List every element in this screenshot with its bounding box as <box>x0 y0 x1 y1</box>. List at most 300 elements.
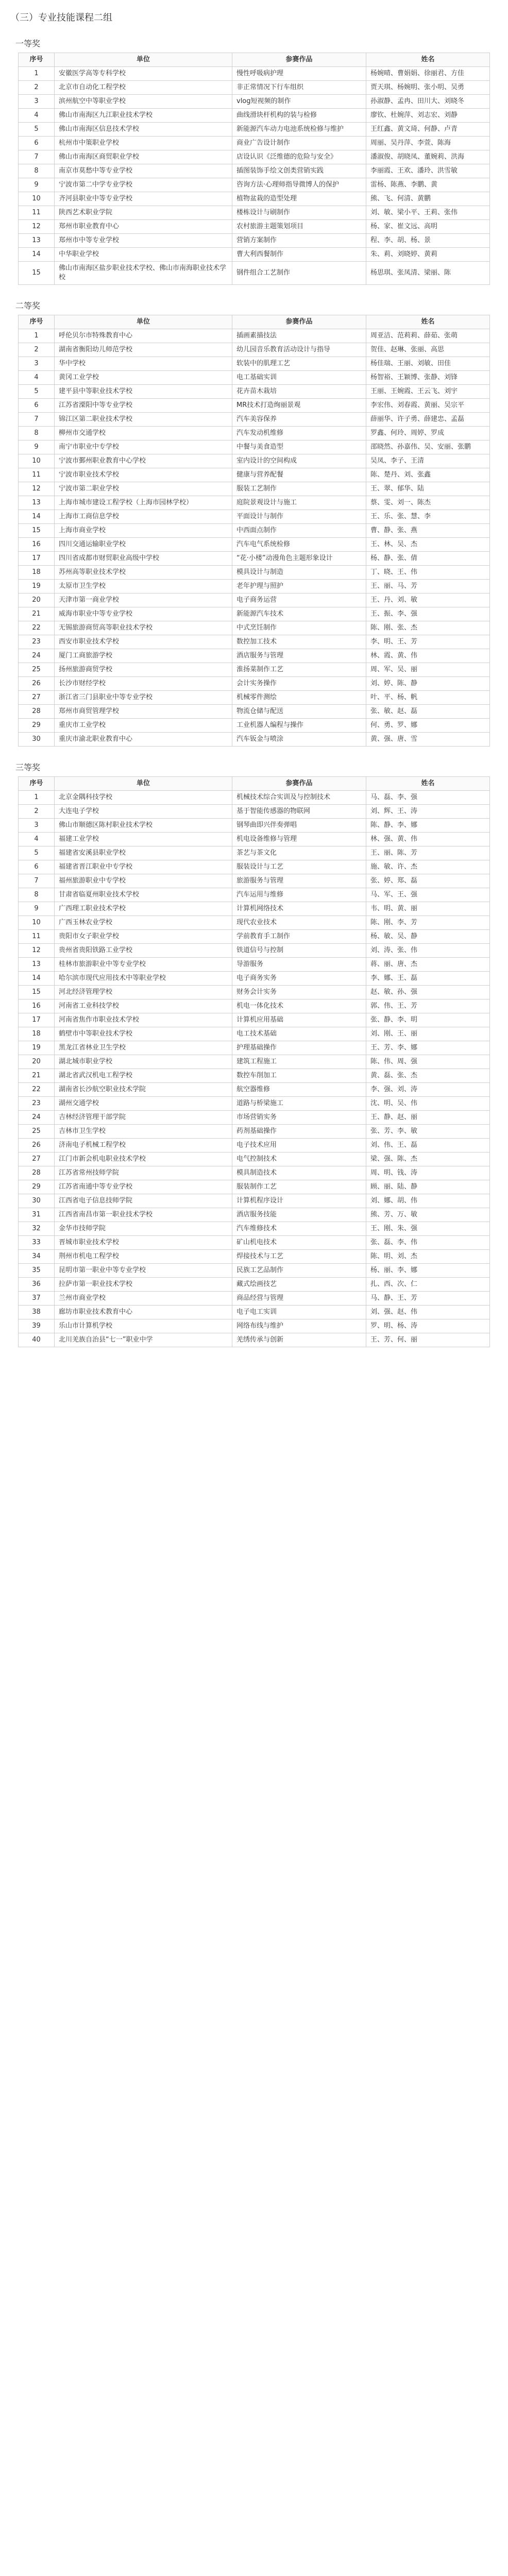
row-index: 9 <box>19 902 55 916</box>
table-row <box>19 1153 490 1166</box>
row-names: 杨、家、崔文远、高明 <box>366 220 490 234</box>
table-row <box>19 371 490 385</box>
row-work: 计算机网络技术 <box>232 902 366 916</box>
table-row <box>19 538 490 552</box>
row-index: 13 <box>19 496 55 510</box>
row-unit: 佛山市顺德区陈村职业技术学校 <box>55 819 232 833</box>
row-index: 15 <box>19 524 55 538</box>
row-work: 农村旅游主题策划项目 <box>232 220 366 234</box>
row-work: 机械零件测绘 <box>232 691 366 705</box>
row-names: 蒋、丽、唐、杰 <box>366 958 490 972</box>
row-index: 14 <box>19 510 55 524</box>
row-unit: 江西省电子信息技师学院 <box>55 1194 232 1208</box>
row-names: 郭、伟、王、芳 <box>366 999 490 1013</box>
row-index: 6 <box>19 399 55 413</box>
row-work: 机电一体化技术 <box>232 999 366 1013</box>
row-index: 2 <box>19 81 55 95</box>
header-names: 姓名 <box>366 777 490 791</box>
row-names: 孙淑静、孟冉、田川大、刘晓冬 <box>366 95 490 109</box>
row-names: 刘、辉、王、涛 <box>366 805 490 819</box>
row-work: 基于智能传感器的物联网 <box>232 805 366 819</box>
table-row <box>19 67 490 81</box>
row-work: 服装设计与工艺 <box>232 860 366 874</box>
row-names: 王、翠、郁华、陆 <box>366 482 490 496</box>
row-names: 吴凤、李子、王清 <box>366 454 490 468</box>
row-names: 朱、莉、刘晓婷、黄莉 <box>366 248 490 262</box>
row-unit: 长沙市财经学校 <box>55 677 232 691</box>
row-unit: 湖南省衡阳幼儿师范学校 <box>55 343 232 357</box>
row-index: 28 <box>19 1166 55 1180</box>
row-names: 刘、敏、梁小平、王莉、张伟 <box>366 206 490 220</box>
row-names: 李丽霞、王欢、潘玲、洪雪敏 <box>366 164 490 178</box>
row-work: 非正常情况下行车组织 <box>232 81 366 95</box>
row-unit: 重庆市渝北职业教育中心 <box>55 733 232 747</box>
row-names: 贺佳、赵琳、张丽、高思 <box>366 343 490 357</box>
row-names: 潘淑俊、胡晓凤、董婉莉、洪海 <box>366 150 490 164</box>
row-names: 李、娜、王、磊 <box>366 972 490 986</box>
row-work: 机械技术综合实训及与控制技术 <box>232 791 366 805</box>
table-row <box>19 930 490 944</box>
row-unit: 齐河县职业中等专业学校 <box>55 192 232 206</box>
table-row <box>19 343 490 357</box>
row-unit: 江西省南昌市第一职业技术学校 <box>55 1208 232 1222</box>
row-index: 26 <box>19 1139 55 1153</box>
row-unit: 郑州市中等专业学校 <box>55 234 232 248</box>
row-unit: 鹤壁市中等职业技术学校 <box>55 1027 232 1041</box>
row-unit: 河南省焦作市职业技术学校 <box>55 1013 232 1027</box>
row-work: 电子商务实务 <box>232 972 366 986</box>
row-names: 杨、丽、李、娜 <box>366 1264 490 1278</box>
row-unit: 浙江省三门县职业中等专业学校 <box>55 691 232 705</box>
row-work: 植物盆栽的造型处理 <box>232 192 366 206</box>
row-unit: 江苏省溧阳中等专业学校 <box>55 399 232 413</box>
table-row <box>19 1319 490 1333</box>
row-work: 药剂基础操作 <box>232 1125 366 1139</box>
table-row <box>19 440 490 454</box>
row-index: 1 <box>19 67 55 81</box>
row-unit: 郑州市职业教育中心 <box>55 220 232 234</box>
row-work: vlog短视频的制作 <box>232 95 366 109</box>
row-work: 服装制作工艺 <box>232 1180 366 1194</box>
row-names: 赵、敏、孙、强 <box>366 986 490 999</box>
table-row <box>19 220 490 234</box>
table-header-row <box>19 53 490 67</box>
row-names: 王、丽、陈、芳 <box>366 846 490 860</box>
row-unit: 佛山市南海区九江职业技术学校 <box>55 109 232 123</box>
table-row <box>19 109 490 123</box>
row-work: 钢件组合工艺制作 <box>232 262 366 285</box>
table-row <box>19 677 490 691</box>
row-names: 王、芳、何、丽 <box>366 1333 490 1347</box>
row-index: 15 <box>19 986 55 999</box>
row-work: 建筑工程施工 <box>232 1055 366 1069</box>
row-index: 27 <box>19 1153 55 1166</box>
row-work: 汽车美容保养 <box>232 413 366 427</box>
row-work: 电子商务运营 <box>232 594 366 607</box>
row-work: 计算机应用基础 <box>232 1013 366 1027</box>
row-unit: 金华市技师学院 <box>55 1222 232 1236</box>
row-unit: 湖州交通学校 <box>55 1097 232 1111</box>
row-index: 36 <box>19 1278 55 1292</box>
row-unit: 荆州市机电工程学校 <box>55 1250 232 1264</box>
row-index: 4 <box>19 109 55 123</box>
table-row <box>19 705 490 719</box>
row-index: 18 <box>19 1027 55 1041</box>
row-index: 23 <box>19 1097 55 1111</box>
award-table <box>18 776 490 1347</box>
row-names: 李、明、王、芳 <box>366 635 490 649</box>
row-names: 林、强、黄、伟 <box>366 833 490 846</box>
row-work: 茶艺与茶文化 <box>232 846 366 860</box>
table-header-row <box>19 315 490 329</box>
row-names: 王丽、王婉霞、王云飞、刘宇 <box>366 385 490 399</box>
row-names: 杨佳瑞、王丽、刘敏、田佳 <box>366 357 490 371</box>
row-names: 陈、伟、周、强 <box>366 1055 490 1069</box>
row-work: 护理基础操作 <box>232 1041 366 1055</box>
table-row <box>19 580 490 594</box>
row-index: 29 <box>19 719 55 733</box>
row-index: 19 <box>19 1041 55 1055</box>
row-names: 王、乐、张、慧、李 <box>366 510 490 524</box>
award-table <box>18 53 490 285</box>
row-work: 工业机器人编程与操作 <box>232 719 366 733</box>
row-work: 会计实务操作 <box>232 677 366 691</box>
table-row <box>19 1292 490 1306</box>
row-names: 顾、丽、陆、静 <box>366 1180 490 1194</box>
row-names: 马、静、王、芳 <box>366 1292 490 1306</box>
row-unit: 黑龙江省林业卫生学校 <box>55 1041 232 1055</box>
row-unit: 江苏省常州技师学院 <box>55 1166 232 1180</box>
row-names: 陈、明、刘、杰 <box>366 1250 490 1264</box>
header-names: 姓名 <box>366 53 490 67</box>
row-names: 周、军、吴、丽 <box>366 663 490 677</box>
row-unit: 北川羌族自治县“七一”职业中学 <box>55 1333 232 1347</box>
row-work: 插图装饰手绘文创类营销实践 <box>232 164 366 178</box>
row-names: 杨思琪、张凤清、梁丽、陈 <box>366 262 490 285</box>
row-work: 淮扬菜制作工艺 <box>232 663 366 677</box>
row-unit: 广西理工职业技术学校 <box>55 902 232 916</box>
table-row <box>19 329 490 343</box>
row-unit: 扬州旅游商贸学校 <box>55 663 232 677</box>
row-names: 沈、明、吴、伟 <box>366 1097 490 1111</box>
table-row <box>19 566 490 580</box>
table-row <box>19 482 490 496</box>
row-names: 雷杨、陈燕、李鹏、黄 <box>366 178 490 192</box>
row-work: 焊接技术与工艺 <box>232 1250 366 1264</box>
row-names: 王、刚、朱、强 <box>366 1222 490 1236</box>
row-unit: 杭州市中策职业学校 <box>55 137 232 150</box>
row-unit: 昆明市第一职业中等专业学校 <box>55 1264 232 1278</box>
row-unit: 晋城市职业技术学校 <box>55 1236 232 1250</box>
row-index: 8 <box>19 888 55 902</box>
row-index: 25 <box>19 1125 55 1139</box>
row-work: 花卉苗木栽培 <box>232 385 366 399</box>
row-index: 17 <box>19 1013 55 1027</box>
table-row <box>19 454 490 468</box>
row-unit: 宁波市鄞州职业教育中心学校 <box>55 454 232 468</box>
row-names: 李、强、刘、涛 <box>366 1083 490 1097</box>
section-label: 一等奖 <box>15 39 41 48</box>
row-work: 健康与营养配餐 <box>232 468 366 482</box>
row-index: 22 <box>19 621 55 635</box>
table-row <box>19 719 490 733</box>
row-unit: 陕西艺术职业学院 <box>55 206 232 220</box>
table-row <box>19 1097 490 1111</box>
row-names: 韦、明、黄、丽 <box>366 902 490 916</box>
row-unit: 江门市新会机电职业技术学校 <box>55 1153 232 1166</box>
row-unit: 湖北省武汉机电工程学校 <box>55 1069 232 1083</box>
row-index: 33 <box>19 1236 55 1250</box>
row-work: 数控车削加工 <box>232 1069 366 1083</box>
row-index: 8 <box>19 164 55 178</box>
row-work: 电气控制技术 <box>232 1153 366 1166</box>
row-unit: 天津市第一商业学校 <box>55 594 232 607</box>
row-work: 汽车电气系统检修 <box>232 538 366 552</box>
row-index: 14 <box>19 248 55 262</box>
row-work: “花·小楼”动漫角色主题形象设计 <box>232 552 366 566</box>
row-index: 11 <box>19 206 55 220</box>
table-row <box>19 874 490 888</box>
table-row <box>19 1013 490 1027</box>
header-unit: 单位 <box>55 315 232 329</box>
row-index: 21 <box>19 1069 55 1083</box>
row-work: 矿山机电技术 <box>232 1236 366 1250</box>
row-index: 24 <box>19 1111 55 1125</box>
row-names: 曹、静、张、燕 <box>366 524 490 538</box>
table-row <box>19 635 490 649</box>
row-work: 电工基础实训 <box>232 371 366 385</box>
row-index: 9 <box>19 440 55 454</box>
row-work: 藏式绘画技艺 <box>232 1278 366 1292</box>
header-unit: 单位 <box>55 53 232 67</box>
table-row <box>19 178 490 192</box>
row-names: 黄、磊、张、杰 <box>366 1069 490 1083</box>
row-index: 12 <box>19 482 55 496</box>
table-row <box>19 427 490 440</box>
row-index: 17 <box>19 552 55 566</box>
row-work: 航空器维修 <box>232 1083 366 1097</box>
row-names: 廖钦、杜婉萍、刘志宏、刘静 <box>366 109 490 123</box>
table-row <box>19 819 490 833</box>
table-row <box>19 81 490 95</box>
row-index: 3 <box>19 357 55 371</box>
table-row <box>19 691 490 705</box>
table-row <box>19 999 490 1013</box>
row-index: 19 <box>19 580 55 594</box>
row-index: 11 <box>19 468 55 482</box>
row-names: 薛丽华、许子勇、薛建忠、孟磊 <box>366 413 490 427</box>
row-names: 王、林、吴、杰 <box>366 538 490 552</box>
row-index: 37 <box>19 1292 55 1306</box>
row-names: 马、军、王、强 <box>366 888 490 902</box>
row-work: 民族工艺品制作 <box>232 1264 366 1278</box>
row-work: 汽车维修技术 <box>232 1222 366 1236</box>
table-row <box>19 902 490 916</box>
row-names: 陈、静、李、娜 <box>366 819 490 833</box>
row-unit: 廊坊市职业技术教育中心 <box>55 1306 232 1319</box>
row-unit: 佛山市南海区盐步职业技术学校、佛山市南海职业技术学校 <box>55 262 232 285</box>
row-work: 服装工艺制作 <box>232 482 366 496</box>
row-index: 40 <box>19 1333 55 1347</box>
row-unit: 宁波市职业技术学校 <box>55 468 232 482</box>
row-index: 28 <box>19 705 55 719</box>
row-index: 10 <box>19 454 55 468</box>
row-names: 刘、强、赵、伟 <box>366 1306 490 1319</box>
row-names: 刘、刚、王、丽 <box>366 1027 490 1041</box>
row-names: 张、磊、李、伟 <box>366 1236 490 1250</box>
row-index: 22 <box>19 1083 55 1097</box>
row-work: 酒店服务技能 <box>232 1208 366 1222</box>
row-unit: 锦江区第二职业技术学校 <box>55 413 232 427</box>
row-work: 网络布线与维护 <box>232 1319 366 1333</box>
row-work: 中西面点制作 <box>232 524 366 538</box>
header-index: 序号 <box>19 777 55 791</box>
row-work: 道路与桥梁施工 <box>232 1097 366 1111</box>
row-index: 4 <box>19 371 55 385</box>
table-row <box>19 262 490 285</box>
award-sections <box>0 37 508 1347</box>
row-work: 老年护理与照护 <box>232 580 366 594</box>
row-names: 施、敏、许、杰 <box>366 860 490 874</box>
row-work: 物流仓储与配送 <box>232 705 366 719</box>
table-row <box>19 1264 490 1278</box>
row-unit: 江苏省南通中等专业学校 <box>55 1180 232 1194</box>
row-names: 邵晓然、孙嘉伟、吴、安丽、张鹏 <box>366 440 490 454</box>
page-title: （三）专业技能课程二组 <box>10 12 112 23</box>
table-row <box>19 833 490 846</box>
row-work: 现代农业技术 <box>232 916 366 930</box>
row-names: 熊、芳、万、敏 <box>366 1208 490 1222</box>
row-names: 王、静、赵、丽 <box>366 1111 490 1125</box>
row-work: 插画素描技法 <box>232 329 366 343</box>
table-row <box>19 1111 490 1125</box>
row-work: 模具设计与制造 <box>232 566 366 580</box>
row-unit: 上海市商业学校 <box>55 524 232 538</box>
row-work: 新能源汽车技术 <box>232 607 366 621</box>
table-row <box>19 1306 490 1319</box>
table-row <box>19 1125 490 1139</box>
header-names: 姓名 <box>366 315 490 329</box>
row-index: 6 <box>19 860 55 874</box>
row-unit: 柳州市交通学校 <box>55 427 232 440</box>
row-unit: 中华职业学校 <box>55 248 232 262</box>
row-work: 铁道信号与控制 <box>232 944 366 958</box>
row-unit: 北京市自动化工程学校 <box>55 81 232 95</box>
table-row <box>19 916 490 930</box>
row-names: 周、明、钱、涛 <box>366 1166 490 1180</box>
row-index: 16 <box>19 538 55 552</box>
row-index: 35 <box>19 1264 55 1278</box>
table-row <box>19 385 490 399</box>
row-unit: 湖北城市职业学校 <box>55 1055 232 1069</box>
row-unit: 哈尔滨市现代应用技术中等职业学校 <box>55 972 232 986</box>
row-names: 罗鑫、何玲、周婷、罗成 <box>366 427 490 440</box>
row-unit: 厦门工商旅游学校 <box>55 649 232 663</box>
row-unit: 吉林市卫生学校 <box>55 1125 232 1139</box>
table-row <box>19 594 490 607</box>
row-names: 何、勇、罗、娜 <box>366 719 490 733</box>
row-index: 10 <box>19 916 55 930</box>
table-row <box>19 164 490 178</box>
row-index: 39 <box>19 1319 55 1333</box>
row-index: 4 <box>19 833 55 846</box>
row-unit: 湖南省长沙航空职业技术学院 <box>55 1083 232 1097</box>
row-work: 慢性呼吸病护理 <box>232 67 366 81</box>
row-work: 汽车发动机维修 <box>232 427 366 440</box>
row-index: 6 <box>19 137 55 150</box>
row-work: 羌绣传承与创新 <box>232 1333 366 1347</box>
row-unit: 华中学校 <box>55 357 232 371</box>
row-names: 杨、敏、吴、静 <box>366 930 490 944</box>
row-work: 机电设备维修与管理 <box>232 833 366 846</box>
row-unit: 福州旅游职业中专学校 <box>55 874 232 888</box>
row-names: 程、李、胡、杨、景 <box>366 234 490 248</box>
row-unit: 河北经济管理学校 <box>55 986 232 999</box>
row-work: 电子技术应用 <box>232 1139 366 1153</box>
row-work: 平面设计与制作 <box>232 510 366 524</box>
table-row <box>19 805 490 819</box>
row-index: 20 <box>19 594 55 607</box>
row-unit: 吉林经济管理干部学院 <box>55 1111 232 1125</box>
table-row <box>19 986 490 999</box>
table-row <box>19 1208 490 1222</box>
row-work: 模具制造技术 <box>232 1166 366 1180</box>
table-row <box>19 846 490 860</box>
row-unit: 四川省成都市财贸职业高级中学校 <box>55 552 232 566</box>
row-index: 3 <box>19 819 55 833</box>
table-row <box>19 1055 490 1069</box>
table-row <box>19 123 490 137</box>
row-names: 张、敏、赵、磊 <box>366 705 490 719</box>
row-work: 市场营销实务 <box>232 1111 366 1125</box>
row-index: 23 <box>19 635 55 649</box>
table-row <box>19 1278 490 1292</box>
row-work: 曲线滑块杆机构的装与检修 <box>232 109 366 123</box>
row-names: 张、芳、李、敏 <box>366 1125 490 1139</box>
row-unit: 河南省工业科技学校 <box>55 999 232 1013</box>
row-unit: 黄冈工业学校 <box>55 371 232 385</box>
table-row <box>19 1041 490 1055</box>
table-row <box>19 1236 490 1250</box>
row-index: 30 <box>19 1194 55 1208</box>
row-work: 中餐与美食造型 <box>232 440 366 454</box>
row-names: 陈、楚丹、刘、张鑫 <box>366 468 490 482</box>
row-names: 王、丽、马、芳 <box>366 580 490 594</box>
header-work: 参赛作品 <box>232 777 366 791</box>
row-names: 刘、伟、王、磊 <box>366 1139 490 1153</box>
table-row <box>19 137 490 150</box>
row-index: 25 <box>19 663 55 677</box>
row-work: 汽车运用与维修 <box>232 888 366 902</box>
table-row <box>19 1180 490 1194</box>
table-row <box>19 621 490 635</box>
row-unit: 桂林市旅游职业中等专业学校 <box>55 958 232 972</box>
table-row <box>19 1194 490 1208</box>
row-unit: 太原市卫生学校 <box>55 580 232 594</box>
row-names: 张、婷、郑、磊 <box>366 874 490 888</box>
row-index: 12 <box>19 220 55 234</box>
row-unit: 滨州航空中等职业学校 <box>55 95 232 109</box>
row-index: 24 <box>19 649 55 663</box>
row-work: 酒店服务与管理 <box>232 649 366 663</box>
row-work: MR技术打造绚丽景观 <box>232 399 366 413</box>
row-unit: 郑州市商贸管理学校 <box>55 705 232 719</box>
page <box>0 10 508 1347</box>
table-row <box>19 607 490 621</box>
row-work: 咨询方法·心理师指导微博人的保护 <box>232 178 366 192</box>
row-unit: 北京金隅科技学校 <box>55 791 232 805</box>
table-row <box>19 972 490 986</box>
